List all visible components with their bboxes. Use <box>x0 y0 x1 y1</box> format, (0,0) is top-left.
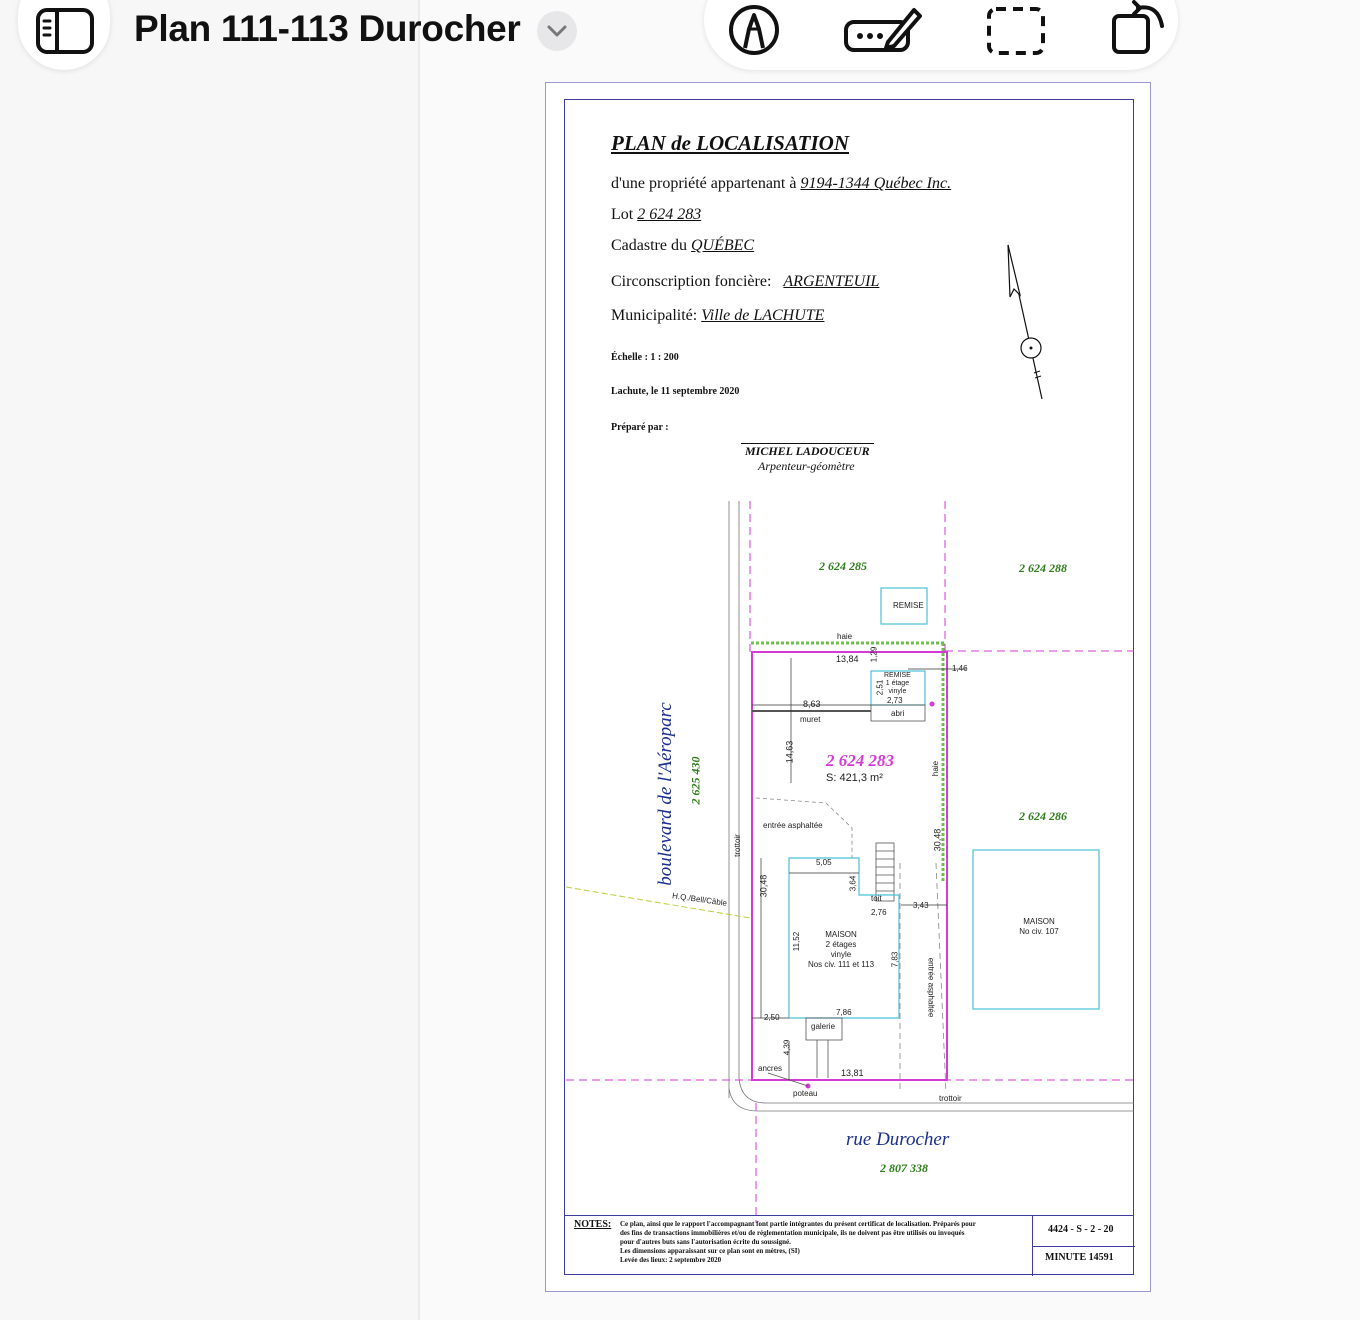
lot-south-label: 2 807 338 <box>880 1161 928 1175</box>
owner-prefix: d'une propriété appartenant à <box>611 175 797 192</box>
cadastre-value: QUÉBEC <box>690 237 755 254</box>
dim-4-39: 4,39 <box>782 1039 792 1056</box>
dim-2-76: 2,76 <box>871 908 887 917</box>
file-info-divider <box>1033 1246 1135 1247</box>
main-lot-label: 2 624 283 <box>826 751 894 770</box>
site-plan-drawing <box>546 483 1152 1223</box>
dim-2-50: 2,50 <box>764 1013 780 1022</box>
markup-pen-icon <box>727 3 781 57</box>
document-page <box>545 82 1151 1292</box>
sidewalk-west-label: trottoir <box>732 834 742 857</box>
dim-1-46: 1,46 <box>952 664 968 673</box>
remise-line-3: vinyle <box>888 688 907 695</box>
house-east-line-1: MAISON <box>1023 917 1055 926</box>
cadastre-label: Cadastre du <box>611 237 687 254</box>
file-info-box <box>1032 1216 1134 1276</box>
remise-line-1: REMISE <box>884 672 911 679</box>
dim-13-81: 13,81 <box>841 1068 864 1078</box>
pole-label: poteau <box>793 1089 818 1098</box>
lot-west-label: 2 625 430 <box>688 756 703 805</box>
owner-value: 9194-1344 Québec Inc. <box>800 175 952 192</box>
dim-30-48-left: 30,48 <box>758 874 769 898</box>
dim-7-83: 7,83 <box>890 951 900 968</box>
cadastre-line <box>611 237 754 255</box>
note-line-3: pour d'autres buts sans l'autorisation écrite du soussigné. <box>620 1238 791 1246</box>
remise-line-2: 1 étage <box>885 680 910 687</box>
prepared-label: Préparé par : <box>611 422 669 433</box>
utility-line-label: H.Q./Bell/Câble <box>671 891 728 908</box>
lot-east-label: 2 624 286 <box>1019 809 1067 823</box>
dim-5-05: 5,05 <box>816 858 832 867</box>
street-south-label: rue Durocher <box>846 1129 950 1150</box>
plan-heading: PLAN de LOCALISATION <box>611 131 850 155</box>
select-region-button[interactable] <box>984 4 1048 58</box>
file-number: 4424 - S - 2 - 20 <box>1048 1224 1114 1235</box>
hedge-top-label: haie <box>837 632 853 641</box>
circ-value: ARGENTEUIL <box>783 273 880 290</box>
sidebar-gutter <box>0 0 418 1320</box>
lot-line <box>611 206 701 224</box>
house-line-3: vinyle <box>830 950 852 959</box>
remise-north-label: REMISE <box>893 601 924 610</box>
dim-14-63: 14,63 <box>784 740 795 764</box>
abri-label: abri <box>891 709 905 718</box>
muret-label: muret <box>800 715 821 724</box>
note-line-2: des fins de transactions immobilières et/ou de réglementation municipale, ils ne doivent pas être utilisés ou invoqués <box>620 1229 965 1237</box>
rotate-icon <box>1108 0 1168 58</box>
lot-northeast-label: 2 624 288 <box>1019 561 1067 575</box>
hedge-side-label: haie <box>931 760 941 777</box>
surveyor-title: Arpenteur-géomètre <box>758 459 855 473</box>
scale-text: Échelle : 1 : 200 <box>611 352 679 363</box>
house-main-label <box>796 930 886 970</box>
anchors-label: ancres <box>758 1064 783 1073</box>
dim-2-51: 2,51 <box>875 679 885 696</box>
markup-button[interactable] <box>726 2 782 58</box>
lot-north-label: 2 624 285 <box>819 559 867 573</box>
house-line-1: MAISON <box>825 930 857 939</box>
note-line-5: Levée des lieux: 2 septembre 2020 <box>620 1256 722 1264</box>
dim-13-84: 13,84 <box>836 654 859 664</box>
chevron-down-icon <box>546 24 568 38</box>
notes-text <box>620 1220 976 1265</box>
rotate-button[interactable] <box>1108 0 1168 58</box>
dim-11-52: 11,52 <box>792 931 802 952</box>
north-arrow-icon <box>996 241 1056 406</box>
circ-label: Circonscription foncière: <box>611 273 772 290</box>
municipality-line <box>611 307 824 325</box>
house-line-4: Nos civ. 111 et 113 <box>807 960 875 969</box>
date-text: Lachute, le 11 septembre 2020 <box>611 386 740 397</box>
dim-7-86: 7,86 <box>836 1008 852 1017</box>
select-region-icon <box>985 5 1047 57</box>
minute-number: MINUTE 14591 <box>1045 1252 1114 1263</box>
title-menu-button[interactable] <box>537 11 577 51</box>
note-line-4: Les dimensions apparaissant sur ce plan sont en mètres, (SI) <box>620 1247 800 1255</box>
dim-8-63: 8,63 <box>803 699 821 709</box>
surveyor-name: MICHEL LADOUCEUR <box>741 443 874 459</box>
note-line-1: Ce plan, ainsi que le rapport l'accompagnant font partie intégrantes du présent certificat de localisation. Préparés pour <box>620 1220 976 1228</box>
driveway-label: entrée asphaltée <box>763 821 823 830</box>
sidebar-toggle-button[interactable] <box>34 6 96 56</box>
porch-label: galerie <box>811 1022 836 1031</box>
lot-label: Lot <box>611 206 634 223</box>
street-west-label: boulevard de l'Aéroparc <box>655 702 676 886</box>
dim-1-29: 1,29 <box>869 646 879 663</box>
remise-label <box>884 672 911 696</box>
lot-value: 2 624 283 <box>637 206 702 223</box>
dim-2-73: 2,73 <box>887 696 903 705</box>
house-line-2: 2 étages <box>825 940 857 949</box>
roof-label: toit <box>871 894 882 903</box>
dim-3-64: 3,64 <box>848 875 858 892</box>
area-label: S: 421,3 m² <box>826 772 883 784</box>
sidebar-icon <box>35 7 95 55</box>
document-title[interactable]: Plan 111-113 Durocher <box>134 8 521 49</box>
house-east-label <box>1009 917 1069 937</box>
signature-icon <box>842 4 922 56</box>
sidewalk-south-label: trottoir <box>939 1094 962 1103</box>
driveway-east-label: entrée asphaltée <box>926 957 936 1018</box>
house-east-line-2: No civ. 107 <box>1019 927 1059 936</box>
muni-value: Ville de LACHUTE <box>701 307 825 324</box>
gutter-divider <box>418 0 420 1320</box>
notes-label: NOTES: <box>574 1219 612 1230</box>
signature-button[interactable] <box>842 4 922 56</box>
circonscription-line <box>611 273 879 291</box>
dim-3-43: 3,43 <box>913 901 929 910</box>
notes-block <box>564 1215 1134 1275</box>
owner-line <box>611 175 951 193</box>
muni-label: Municipalité: <box>611 307 698 324</box>
dim-30-48-right: 30,48 <box>932 828 943 852</box>
